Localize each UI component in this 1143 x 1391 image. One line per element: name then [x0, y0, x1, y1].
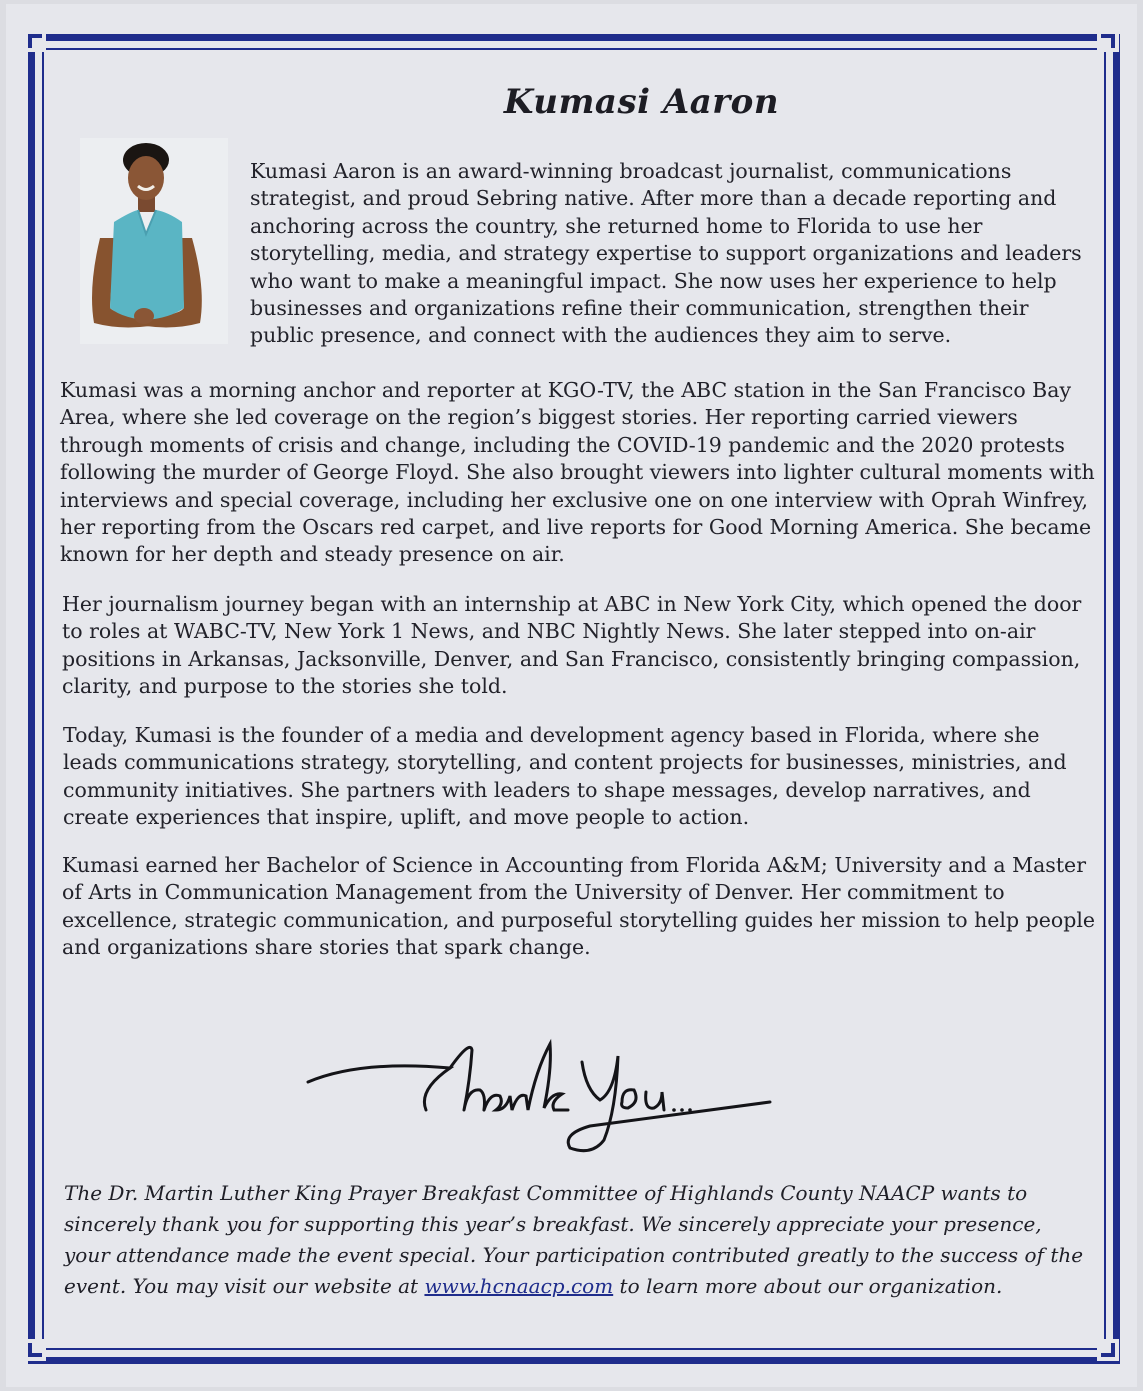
portrait-photo	[80, 138, 228, 344]
bio-paragraph: Kumasi Aaron is an award-winning broadcast journalist, communications strategist, and proud Sebring native. After more than a decade reporting and anchoring across the country, she returned home to Florida to use her storytelling, media, and strategy expertise to support organizations and leaders who want to make a meaningful impact. She now uses her experience to help businesses and organizations refine their communication, strengthen their public presence, and connect with the audiences they aim to serve.	[250, 159, 1082, 348]
website-link[interactable]: www.hcnaacp.com	[424, 1274, 614, 1298]
corner-ornament	[1097, 30, 1119, 52]
thank-you-signature	[300, 1030, 780, 1160]
bio-paragraph: Kumasi earned her Bachelor of Science in Accounting from Florida A&M; University and a Master of Arts in Communication Management from the University of Denver. Her commitment to excellence, strategic communication, and purposeful storytelling guides her mission to help people and organizations share stories that spark change.	[62, 853, 1096, 960]
closing-text-end: to learn more about our organization.	[613, 1274, 1003, 1298]
closing-text: The Dr. Martin Luther King Prayer Breakfast Committee of Highlands County NAACP wants to sincerely thank you for supporting this year’s breakfast. We sincerely appreciate your presence, your attendance made the event special. Your participation contributed greatly to the success of the event. You may visit our website at	[64, 1181, 1084, 1298]
page-title: Kumasi Aaron	[503, 82, 780, 122]
bio-paragraph: Her journalism journey began with an internship at ABC in New York City, which opened the door to roles at WABC-TV, New York 1 News, and NBC Nightly News. She later stepped into on-air positions in Arkansas, Jacksonville, Denver, and San Francisco, consistently bringing compassion, clarity, and purpose to the stories she told.	[62, 592, 1082, 699]
corner-ornament	[24, 30, 46, 52]
corner-ornament	[1097, 1339, 1119, 1361]
closing-message	[64, 1178, 1084, 1302]
corner-ornament	[24, 1339, 46, 1361]
bio-paragraph: Today, Kumasi is the founder of a media and development agency based in Florida, where she leads communications strategy, storytelling, and content projects for businesses, ministries, and community initiatives. She partners with leaders to shape messages, develop narratives, and create experiences that inspire, uplift, and move people to action.	[63, 723, 1067, 830]
bio-paragraph: Kumasi was a morning anchor and reporter at KGO-TV, the ABC station in the San Francisco Bay Area, where she led coverage on the region’s biggest stories. Her reporting carried viewers through moments of crisis and change, including the COVID-19 pandemic and the 2020 protests following the murder of George Floyd. She also brought viewers into lighter cultural moments with interviews and special coverage, including her exclusive one on one interview with Oprah Winfrey, her reporting from the Oscars red carpet, and live reports for Good Morning America. She became known for her depth and steady presence on air.	[60, 378, 1095, 567]
